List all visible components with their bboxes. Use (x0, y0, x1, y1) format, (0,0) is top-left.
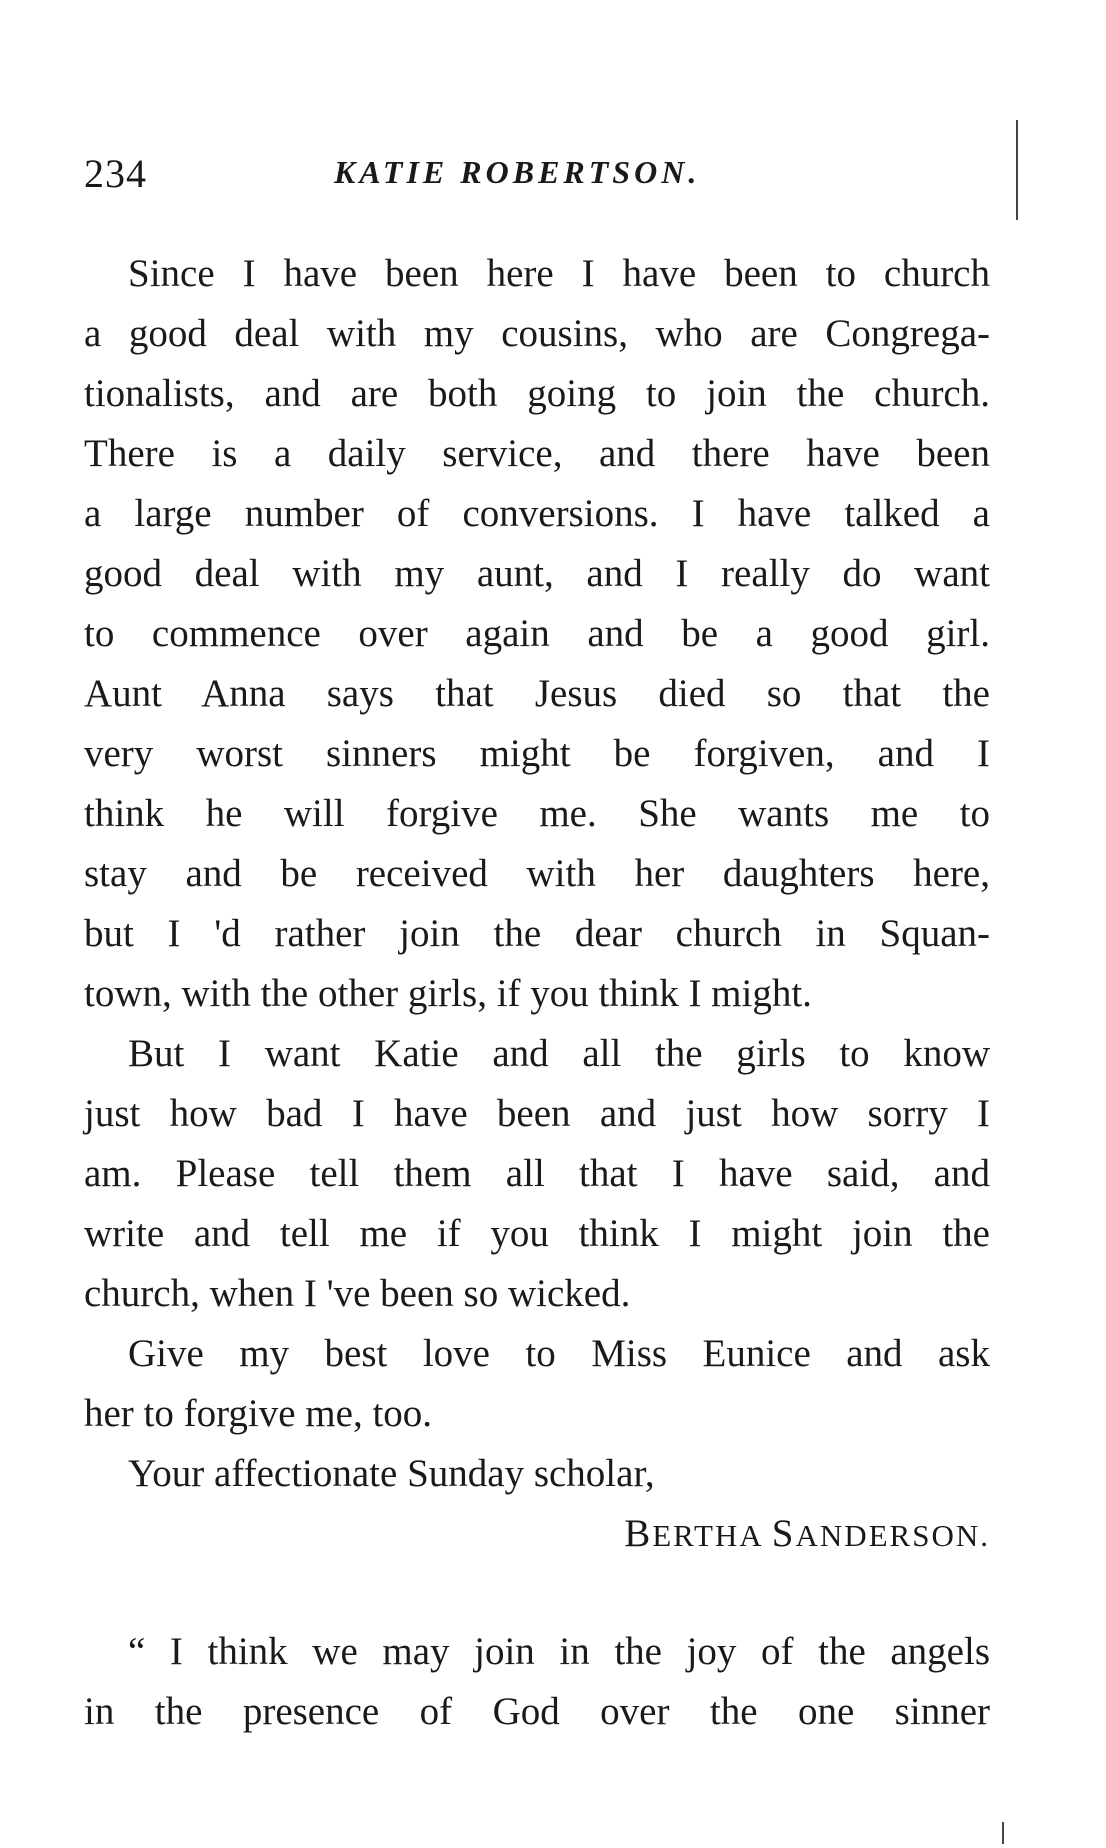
text-line: good deal with my aunt, and I really do want (84, 552, 990, 595)
text-line: Since I have been here I have been to church (128, 252, 990, 295)
page-number: 234 (84, 151, 147, 196)
text-line: town, with the other girls, if you think I might. (84, 972, 812, 1015)
scan-edge-mark (1002, 1822, 1004, 1844)
text-line: her to forgive me, too. (84, 1392, 433, 1435)
signature-first-initial: B (624, 1512, 653, 1555)
signature (84, 1504, 990, 1564)
text-line: There is a daily service, and there have been (84, 432, 990, 475)
closing-paragraph (84, 1622, 990, 1742)
paragraph-3 (84, 1324, 990, 1444)
paragraph-4 (84, 1444, 990, 1504)
section-gap (84, 1564, 990, 1622)
text-line: But I want Katie and all the girls to know (128, 1032, 990, 1075)
text-line: Your affectionate Sunday scholar, (128, 1452, 655, 1495)
text-line: am. Please tell them all that I have said, and (84, 1152, 990, 1195)
paragraph-1 (84, 244, 990, 1024)
text-line: church, when I 've been so wicked. (84, 1272, 631, 1315)
text-line: stay and be received with her daughters here, (84, 852, 990, 895)
text-line: Aunt Anna says that Jesus died so that the (84, 672, 990, 715)
page-header (84, 150, 990, 200)
text-line: in the presence of God over the one sinner (84, 1690, 990, 1733)
text-line: to commence over again and be a good girl. (84, 612, 990, 655)
text-line: “ I think we may join in the joy of the angels (128, 1630, 990, 1673)
text-line: tionalists, and are both going to join the church. (84, 372, 990, 415)
body-text (84, 244, 990, 1742)
running-title: KATIE ROBERTSON. (334, 154, 701, 190)
scan-edge-mark (1016, 120, 1018, 220)
signature-last-initial: S (771, 1512, 796, 1555)
text-line: write and tell me if you think I might join the (84, 1212, 990, 1255)
text-line: very worst sinners might be forgiven, and I (84, 732, 990, 775)
text-line: just how bad I have been and just how sorry I (84, 1092, 990, 1135)
text-line: Give my best love to Miss Eunice and ask (128, 1332, 990, 1375)
signature-first-rest: ERTHA (652, 1518, 762, 1553)
text-line: a large number of conversions. I have talked a (84, 492, 990, 535)
paragraph-2 (84, 1024, 990, 1324)
text-line: a good deal with my cousins, who are Congrega- (84, 312, 990, 355)
signature-last-rest: ANDERSON. (795, 1518, 990, 1553)
text-line: think he will forgive me. She wants me to (84, 792, 990, 835)
text-line: but I 'd rather join the dear church in Squan- (84, 912, 990, 955)
